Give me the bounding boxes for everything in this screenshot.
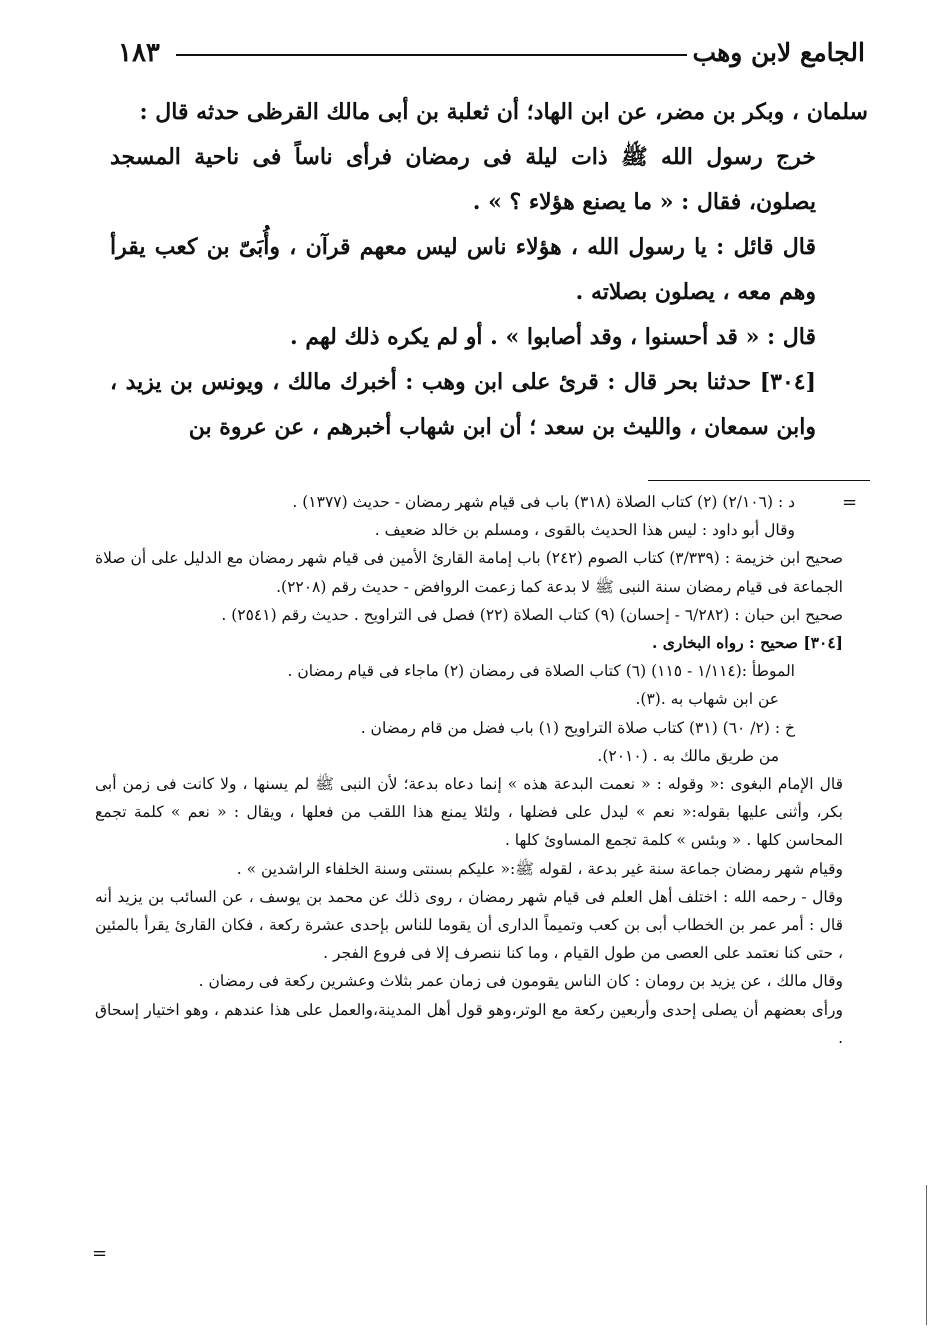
footnote-line: وقال أبو داود : ليس هذا الحديث بالقوى ، ومسلم بن خالد ضعيف . xyxy=(374,521,795,540)
main-paragraph: قال قائل : يا رسول الله ، هؤلاء ناس ليس معهم قرآن ، وأُبَىّ بن كعب يقرأ وهم معه ، يصلون بصلاته . xyxy=(110,234,816,305)
main-paragraph: سلمان ، وبكر بن مضر، عن ابن الهاد؛ أن ثعلبة بن أبى مالك القرظى حدثه قال : xyxy=(139,99,868,125)
main-text xyxy=(110,90,868,450)
footnote-line: عن ابن شهاب به .(٣). xyxy=(635,690,779,709)
footnotes xyxy=(95,488,843,1052)
footnote-line: [٣٠٤] صحيح : رواه البخارى . xyxy=(651,633,843,653)
footnote-line: قال الإمام البغوى :« وقوله : « نعمت البدعة هذه » إنما دعاه بدعة؛ لأن النبى ﷺ لم يسنها ، ولا كانت فى زمن أبى بكر، وأثنى عليها بقوله:« نعم » ليدل على فضلها ، ولئلا يمنع هذا اللقب من فعلها ، ويقال : « نعم » كلمة تجمع المحاسن كلها . « وبئس » كلمة تجمع المساوئ كلها . xyxy=(95,775,843,850)
main-paragraph: خرج رسول الله ﷺ ذات ليلة فى رمضان فرأى ناساً فى ناحية المسجد يصلون، فقال : « ما يصنع هؤلاء ؟ » . xyxy=(110,144,816,215)
footnote-line: وقيام شهر رمضان جماعة سنة غير بدعة ، لقوله ﷺ:« عليكم بسنتى وسنة الخلفاء الراشدين » . xyxy=(236,859,843,878)
page-number: ١٨٣ xyxy=(118,38,160,68)
footnote-line: الموطأ :(١/١١٤ - ١١٥) (٦) كتاب الصلاة فى رمضان (٢) ماجاء فى قيام رمضان . xyxy=(287,662,795,681)
header-rule xyxy=(176,54,687,56)
running-title: الجامع لابن وهب xyxy=(692,38,865,67)
footnote-line: ورأى بعضهم أن يصلى إحدى وأربعين ركعة مع الوتر،وهو قول أهل المدينة،والعمل على هذا عندهم ، وهو اختيار إسحاق . xyxy=(95,1000,843,1047)
continuation-mark: = xyxy=(92,1243,108,1264)
footnote-line: خ : (٢/ ٦٠) (٣١) كتاب صلاة التراويح (١) باب فضل من قام رمضان . xyxy=(360,718,795,737)
page-header xyxy=(110,38,865,78)
footnote-line: وقال مالك ، عن يزيد بن رومان : كان الناس يقومون فى زمان عمر بثلاث وعشرين ركعة فى رمضان . xyxy=(198,972,843,991)
footnote-line: صحيح ابن خزيمة : (٣/٣٣٩) كتاب الصوم (٢٤٢) باب إمامة القارئ الأمين فى قيام شهر رمضان مع الدليل على أن صلاة الجماعة فى قيام رمضان سنة النبى ﷺ لا بدعة كما زعمت الروافض - حديث رقم (٢٢٠٨). xyxy=(95,549,843,596)
footnote-separator xyxy=(648,480,870,481)
hadith-304-paragraph: [٣٠٤] حدثنا بحر قال : قرئ على ابن وهب : أخبرك مالك ، ويونس بن يزيد ، وابن سمعان ، والليث بن سعد ؛ أن ابن شهاب أخبرهم ، عن عروة بن xyxy=(110,369,816,440)
footnote-line: د : (٢/١٠٦) (٢) كتاب الصلاة (٣١٨) باب فى قيام شهر رمضان - حديث (١٣٧٧) . xyxy=(292,493,795,511)
footnote-line: وقال - رحمه الله : اختلف أهل العلم فى قيام شهر رمضان ، روى ذلك عن محمد بن يوسف ، عن السائب بن يزيد أنه قال : أمر عمر بن الخطاب أبى بن كعب وتميماً الدارى أن يقوما للناس بإحدى عشرة ركعة ، فكان القارئ يقرأ بالمئين ، حتى كنا نعتمد على العصى من طول القيام ، وما كنا ننصرف إلا فى فروع الفجر . xyxy=(95,887,843,963)
page-edge-line xyxy=(926,1185,927,1325)
footnote-line: من طريق مالك به . (٢٠١٠). xyxy=(597,746,779,765)
continuation-mark: = xyxy=(842,492,858,513)
main-paragraph: قال : « قد أحسنوا ، وقد أصابوا » . أو لم يكره ذلك لهم . xyxy=(290,324,816,350)
footnote-line: صحيح ابن حبان : (٦/٢٨٢ - إحسان) (٩) كتاب الصلاة (٢٢) فصل فى التراويح . حديث رقم (٢٥٤١) . xyxy=(221,605,843,624)
